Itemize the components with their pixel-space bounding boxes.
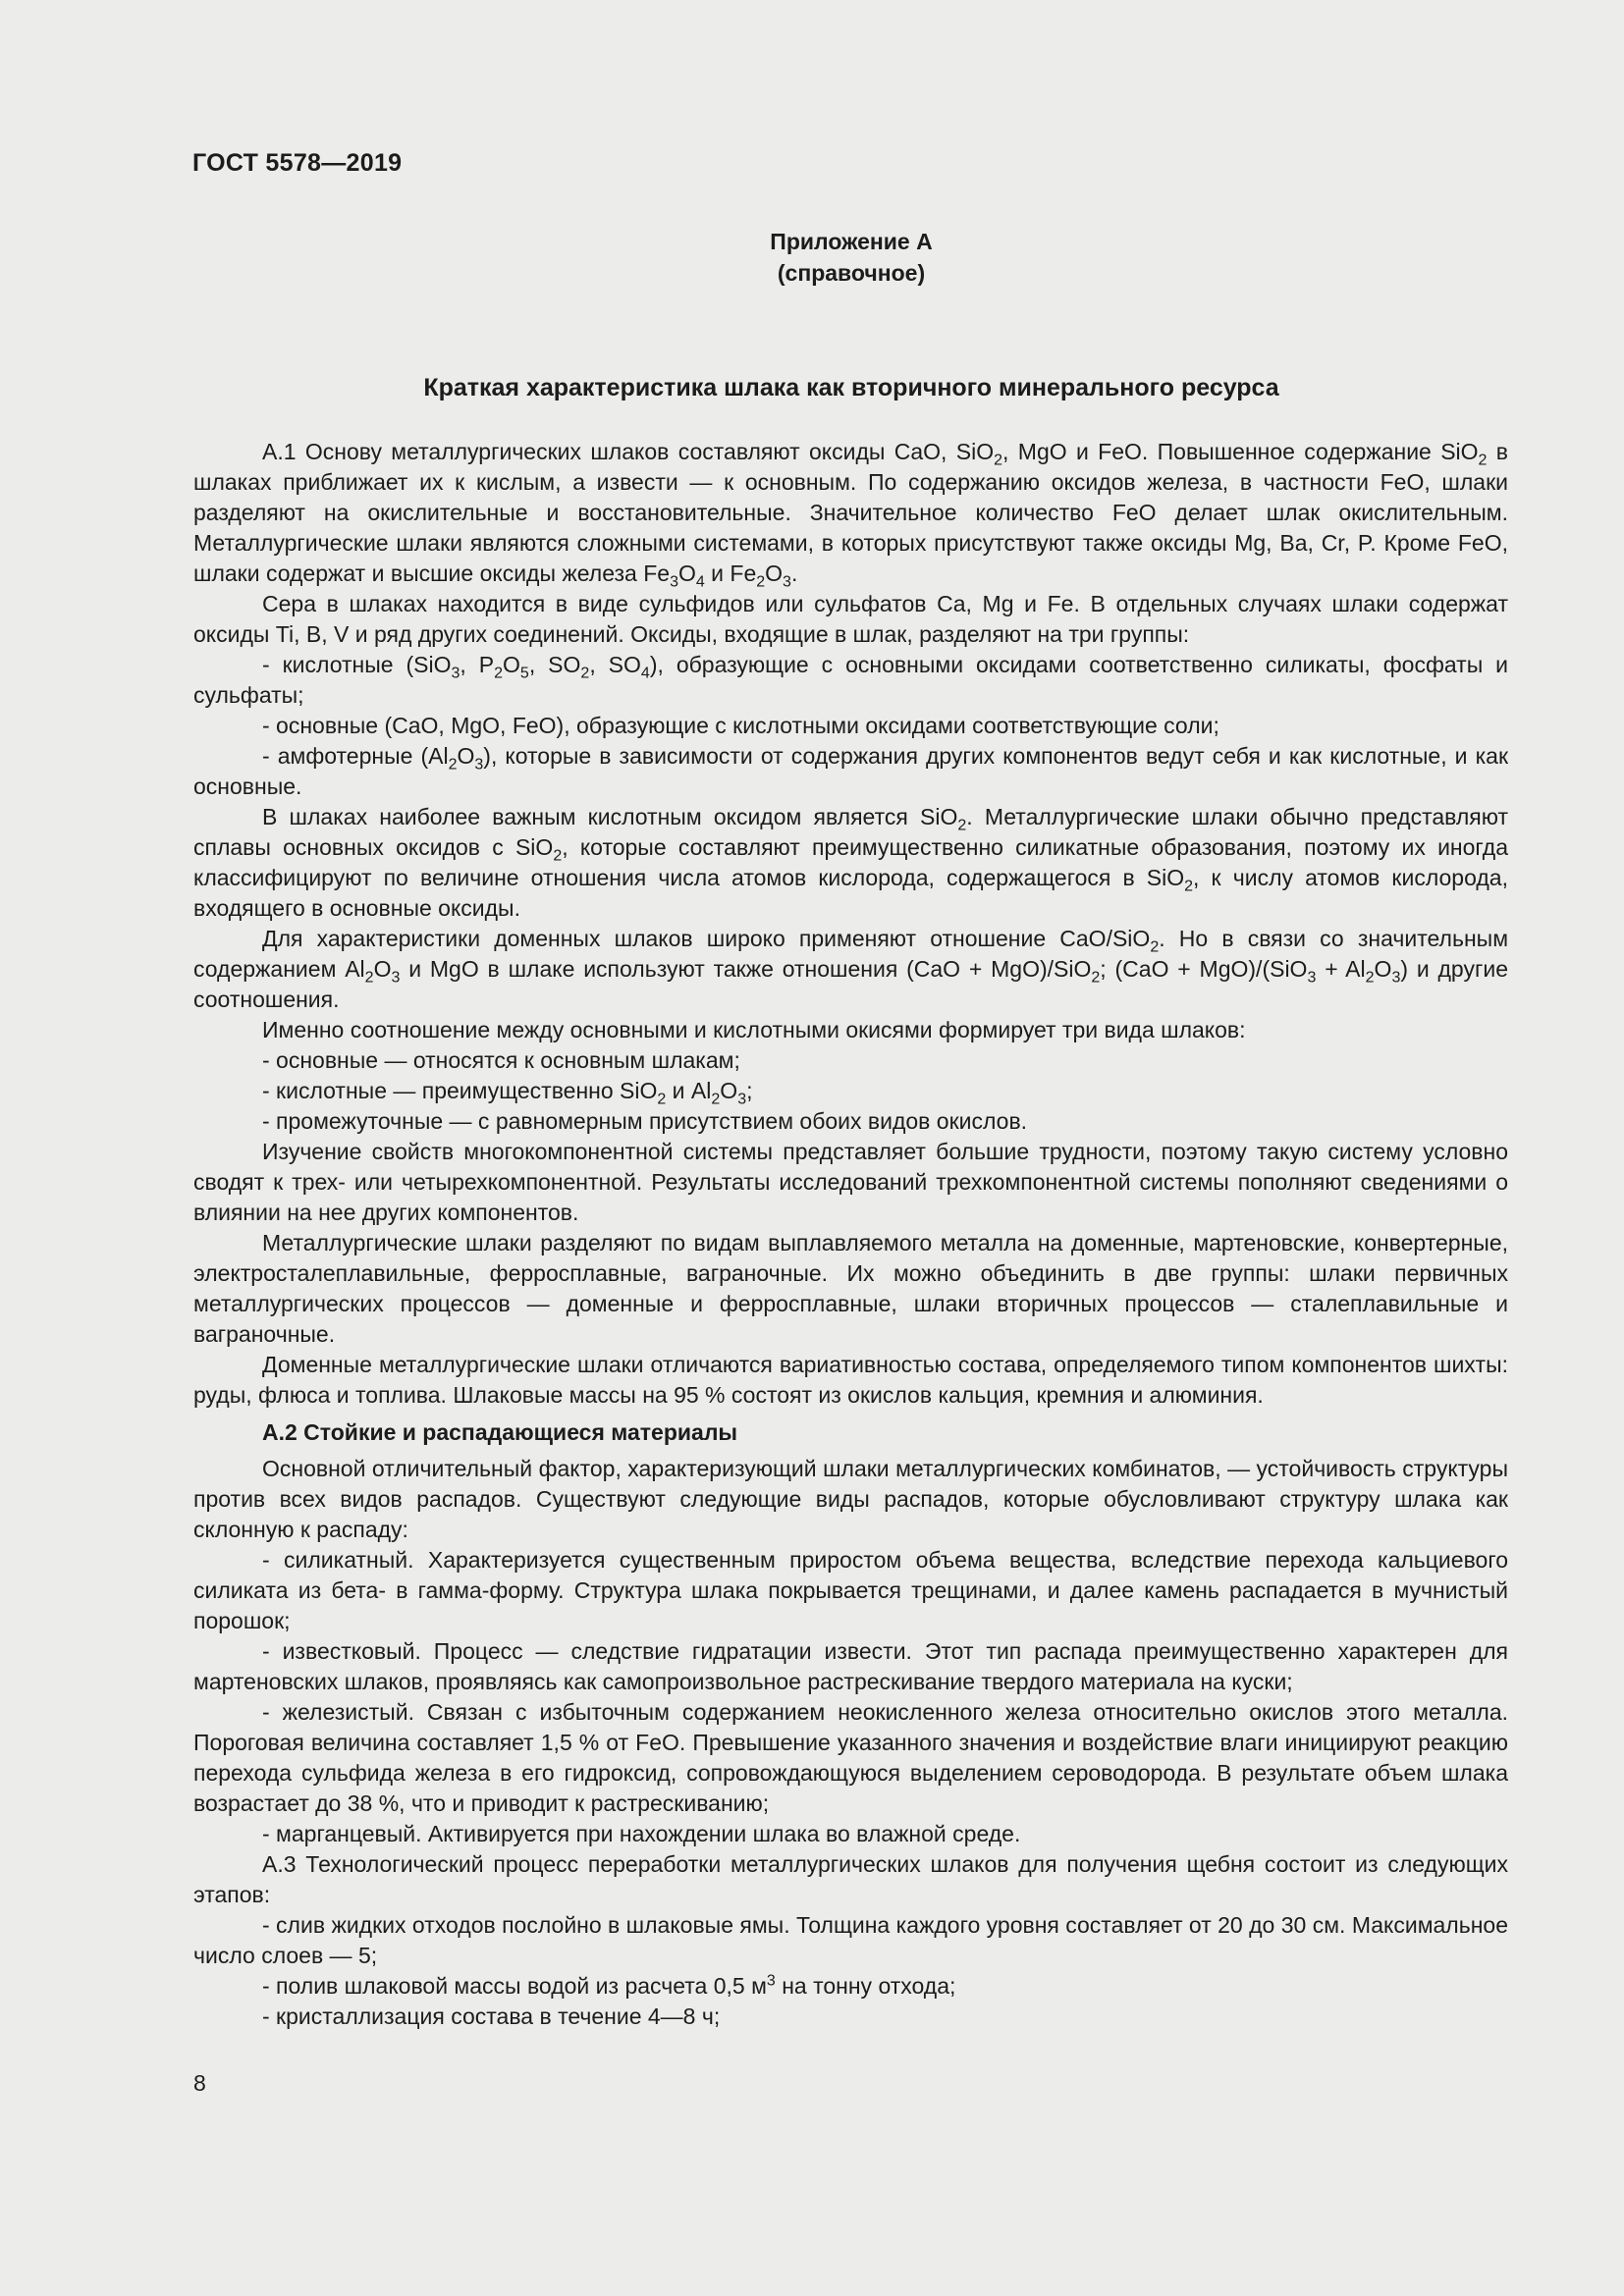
section-title: Краткая характеристика шлака как вторичного минерального ресурса <box>423 374 1279 401</box>
list-item: - основные — относятся к основным шлакам; <box>262 1047 740 1073</box>
list-item: - амфотерные $(Al_2O_3)$, которые в зависимости от содержания других компонентов ведут себя и как кислотные, и как основные. <box>193 743 1509 799</box>
paragraph: В шлаках наиболее важным кислотным оксидом является SiO$_2$. Металлургические шлаки обычно представляют сплавы основных оксидов с SiO$_2$, которые составляют преимущественно силикатные образования, поэтому их иногда классифицируют по величине отношения числа атомов кислорода, содержащегося в SiO$_2$, к числу атомов кислорода, входящего в основные оксиды. <box>193 804 1508 921</box>
paragraph: Основной отличительный фактор, характеризующий шлаки металлургических комбинатов, — устойчивость структуры против всех видов распадов. Существуют следующие виды распадов, которые обусловливают структуру шлака как склонную к распаду: <box>193 1456 1508 1542</box>
list-item: - слив жидких отходов послойно в шлаковые ямы. Толщина каждого уровня составляет от 20 до 30 см. Максимальное число слоев — 5; <box>193 1912 1508 1968</box>
list-item: - кислотные — преимущественно SiO$_2$ и $Al_2O_3$; <box>262 1078 753 1108</box>
subsection-heading-a2: А.2 Стойкие и распадающиеся материалы <box>262 1419 738 1445</box>
paragraph: Именно соотношение между основными и кислотными окисями формирует три вида шлаков: <box>262 1017 1246 1042</box>
paragraph: Доменные металлургические шлаки отличаются вариативностью состава, определяемого типом компонентов шихты: руды, флюса и топлива. Шлаковые массы на 95 % состоят из окислов кальция, кремния и алюминия. <box>193 1352 1508 1408</box>
document-header: ГОСТ 5578—2019 <box>192 149 403 177</box>
list-item: - полив шлаковой массы водой из расчета 0,5 $м^3$ на тонну отхода; <box>262 1972 956 1999</box>
page-number: 8 <box>193 2070 206 2096</box>
paragraph-a3: А.3 Технологический процесс переработки металлургических шлаков для получения щебня состоит из следующих этапов: <box>193 1851 1508 1907</box>
paragraph: Изучение свойств многокомпонентной системы представляет большие трудности, поэтому такую систему условно сводят к трех- или четырехкомпонентной. Результаты исследований трехкомпонентной системы пополняют сведениями о влиянии на нее других компонентов. <box>193 1139 1508 1225</box>
list-item: - основные (CaO, MgO, FeO), образующие с кислотными оксидами соответствующие соли; <box>262 713 1219 738</box>
appendix-title: Приложение А <box>770 229 933 254</box>
paragraph: Металлургические шлаки разделяют по видам выплавляемого металла на доменные, мартеновские, конвертерные, электросталеплавильные, ферросплавные, ваграночные. Их можно объединить в две группы: шлаки первичных металлургических процессов — доменные и ферросплавные, шлаки вторичных процессов — сталеплавильные и ваграночные. <box>193 1230 1508 1347</box>
document-body <box>193 437 1508 2032</box>
list-item: - промежуточные — с равномерным присутствием обоих видов окислов. <box>262 1108 1028 1134</box>
list-item: - кристаллизация состава в течение 4—8 ч; <box>262 2003 721 2029</box>
paragraph-a1: А.1 Основу металлургических шлаков составляют оксиды CaO, SiO$_2$, MgO и FeO. Повышенное содержание SiO$_2$ в шлаках приближает их к кислым, а извести — к основным. По содержанию оксидов железа, в частности FeO, шлаки разделяют на окислительные и восстановительные. Значительное количество FeO делает шлак окислительным. Металлургические шлаки являются сложными системами, в которых присутствуют также оксиды Mg, Ba, Cr, P. Кроме FeO, шлаки содержат и высшие оксиды железа $Fe_3O_4$ и $Fe_2O_3$. <box>193 439 1509 591</box>
paragraph: Для характеристики доменных шлаков широко применяют отношение CaO/SiO$_2$. Но в связи со значительным содержанием $Al_2O_3$ и MgO в шлаке используют также отношения (CaO + MgO)/SiO$_2$; $(CaO + MgO)/(SiO_3 + Al_2O_3)$ и другие соотношения. <box>193 926 1509 1012</box>
appendix-heading <box>0 226 1624 289</box>
list-item: - известковый. Процесс — следствие гидратации извести. Этот тип распада преимущественно характерен для мартеновских шлаков, проявляясь как самопроизвольное растрескивание твердого материала на куски; <box>193 1638 1508 1694</box>
list-item: - силикатный. Характеризуется существенным приростом объема вещества, вследствие перехода кальциевого силиката из бета- в гамма-форму. Структура шлака покрывается трещинами, и далее камень распадается в мучнистый порошок; <box>193 1547 1508 1633</box>
list-item: - железистый. Связан с избыточным содержанием неокисленного железа относительно окислов этого металла. Пороговая величина составляет 1,5 % от FeO. Превышение указанного значения и воздействие влаги инициируют реакцию перехода сульфида железа в его гидроксид, сопровождающуюся выделением сероводорода. В результате объем шлака возрастает до 38 %, что и приводит к растрескиванию; <box>193 1699 1508 1816</box>
appendix-type: (справочное) <box>777 260 926 286</box>
paragraph: Сера в шлаках находится в виде сульфидов или сульфатов Ca, Mg и Fe. В отдельных случаях шлаки содержат оксиды Ti, B, V и ряд других соединений. Оксиды, входящие в шлак, разделяют на три группы: <box>193 591 1508 647</box>
list-item: - кислотные (SiO$_3$, $P_2O_5$, $SO_2$, $SO_4$), образующие с основными оксидами соответственно силикаты, фосфаты и сульфаты; <box>193 652 1509 708</box>
list-item: - марганцевый. Активируется при нахождении шлака во влажной среде. <box>262 1821 1021 1846</box>
